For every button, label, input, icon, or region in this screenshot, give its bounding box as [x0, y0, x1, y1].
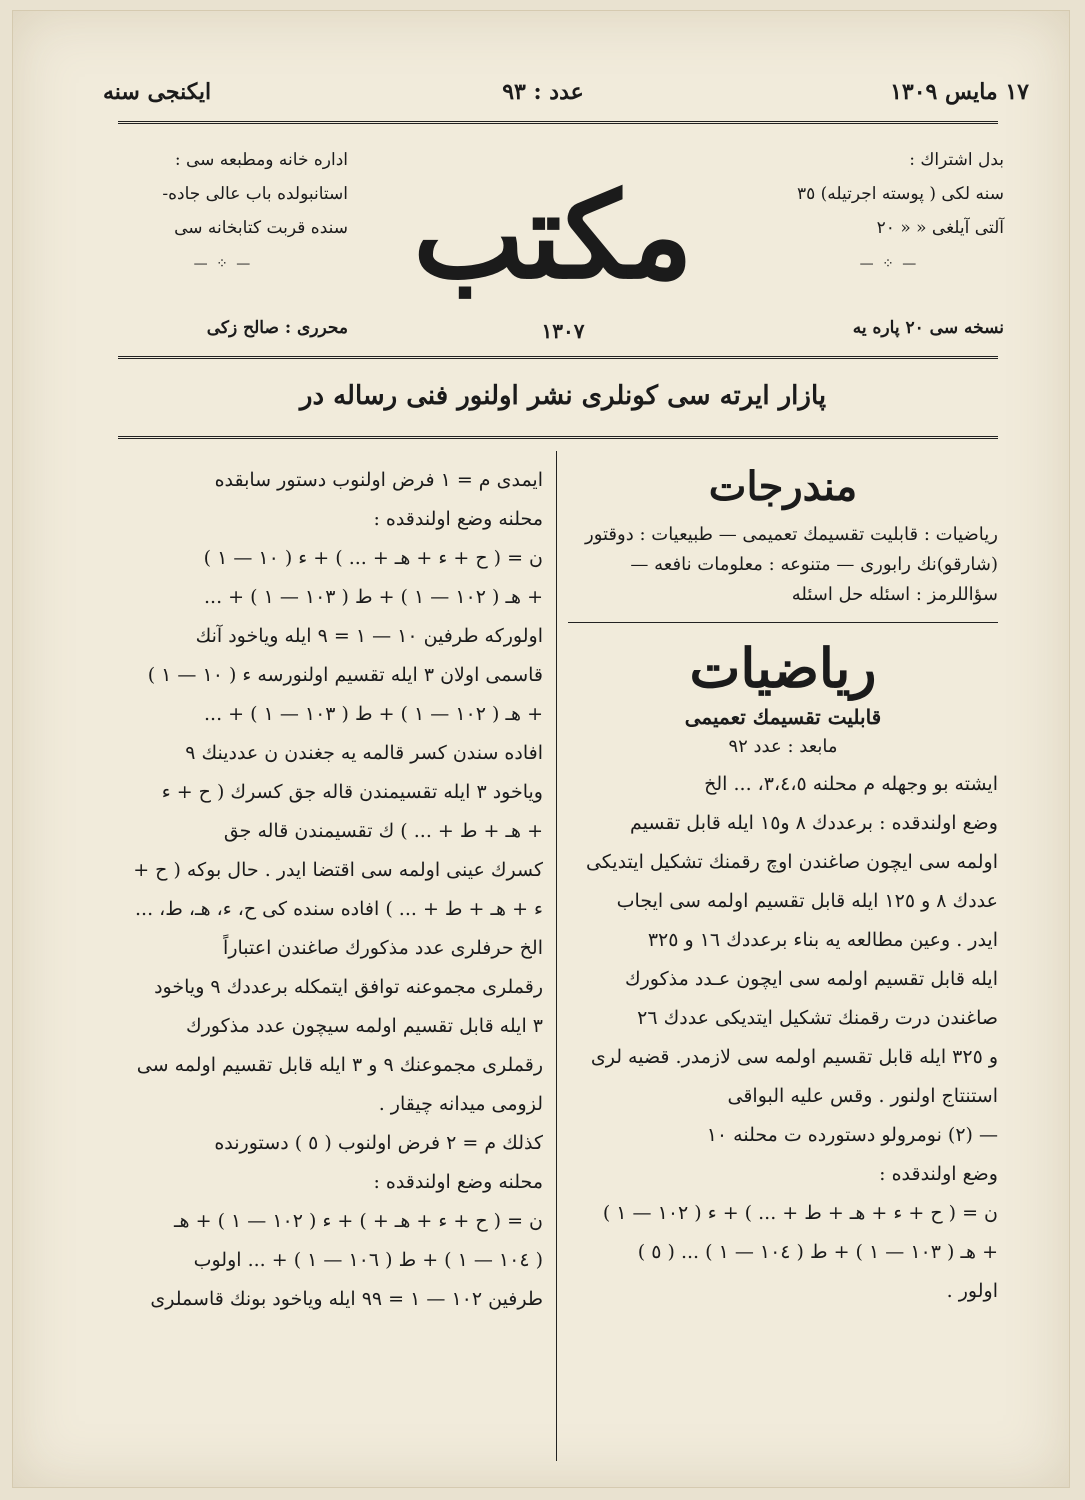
text-line: صاغندن درت رقمنك تشكيل ايتديكى عددك ٢٦: [637, 1007, 998, 1029]
formula-line: ن = ( ح + ء + هـ + ... ) + ء ( ١٠ — ١ ): [203, 547, 543, 569]
copy-price: نسخه سى ٢٠ پاره يه: [852, 318, 1004, 338]
formula-line: ن = ( ح + ء + هـ + ) + ء ( ١٠٢ — ١ ) + هـ: [173, 1210, 543, 1232]
contents-title: مندرجات: [708, 463, 858, 510]
contents-line: (شارقو)نك رابورى — متنوعه : معلومات نافعه —: [630, 554, 998, 575]
left-column: [118, 461, 543, 1319]
text-line: ايمدى م = ١ فرض اولنوب دستور سابقده: [214, 469, 543, 491]
text-line: و ٣٢٥ ايله قابل تقسيم اولمه سى لازمدر. قضيه لرى: [590, 1046, 998, 1068]
formula-line: + هـ ( ١٠٣ — ١ ) + ط ( ١٠٤ — ١ ) ... ( ٥ ): [637, 1241, 998, 1263]
office-title: اداره خانه ومطبعه سى :: [174, 150, 348, 170]
contents-list: [568, 520, 998, 610]
section-rule: [568, 622, 998, 623]
text-line: ايله قابل تقسيم اولمه سى ايچون عـدد مذكورك: [624, 968, 998, 990]
text-line: ء + هـ + ط + ... ) افاده سنده كى ح، ء، هـ، ط، ...: [134, 898, 543, 920]
masthead-rule: [118, 356, 998, 359]
ornament-divider: — ⁘ —: [193, 256, 253, 272]
text-line: ٣ ايله قابل تقسيم اولمه سيچون عدد مذكورك: [185, 1015, 543, 1037]
text-line: اولوركه طرفين ١٠ — ١ = ٩ ايله وياخود آنك: [195, 625, 543, 647]
text-line: لزومى ميدانه چيقار .: [378, 1093, 543, 1115]
office-address-1: استانبولده باب عالى جاده-: [162, 184, 348, 204]
top-rule: [118, 121, 998, 124]
text-line: وياخود ٣ ايله تقسيمندن قاله جق كسرك ( ح + ء: [161, 781, 543, 803]
subscription-annual: سنه لكى ( پوسته اجرتيله) ٣٥: [797, 184, 1004, 204]
text-line: اولمه سى ايچون صاغندن اوچ رقمنك تشكيل ايتديكى: [585, 851, 998, 873]
formula-line: + هـ ( ١٠٢ — ١ ) + ط ( ١٠٣ — ١ ) + ...: [203, 586, 543, 608]
text-line: كذلك م = ٢ فرض اولنوب ( ٥ ) دستورنده: [214, 1132, 543, 1154]
text-line: رقملرى مجموعنك ٩ و ٣ ايله قابل تقسيم اولمه سى: [136, 1054, 543, 1076]
subscription-title: بدل اشتراك :: [909, 150, 1004, 170]
formula-line: + هـ ( ١٠٢ — ١ ) + ط ( ١٠٣ — ١ ) + ...: [203, 703, 543, 725]
right-column: [568, 451, 998, 1311]
text-line: كسرك عينى اولمه سى اقتضا ايدر . حال بوكه ( ح +: [133, 859, 543, 881]
subscription-block: [774, 143, 1004, 245]
text-line: محلنه وضع اولندقده :: [373, 508, 543, 530]
text-line: طرفين ١٠٢ — ١ = ٩٩ ايله وياخود بونك قاسملرى: [150, 1288, 543, 1310]
continued-note: مابعد : عدد ٩٢: [728, 736, 838, 757]
formula-line: ( ١٠٤ — ١ ) + ط ( ١٠٦ — ١ ) + ... اولوب: [193, 1249, 543, 1271]
column-divider: [556, 451, 557, 1461]
text-line: عددك ٨ و ١٢٥ ايله قابل تقسيم اولمه سى ايجاب: [616, 890, 998, 912]
office-block: [108, 143, 348, 245]
contents-line: سؤاللرمز : اسئله حل اسئله: [791, 584, 998, 605]
text-line: ايدر . وعين مطالعه يه بناء برعددك ١٦ و ٣٢٥: [647, 929, 998, 951]
editor-name: محررى : صالح زكى: [206, 318, 348, 338]
masthead-title: مكتب: [413, 166, 693, 305]
office-address-2: سنده قربت كتابخانه سى: [174, 218, 348, 238]
section-subtitle: قابليت تقسيمك تعميمى: [684, 705, 882, 729]
issue-date: ١٧ مايس ١٣٠٩: [890, 79, 1029, 105]
subtitle-rule: [118, 436, 998, 439]
text-line: وضع اولندقده : برعددك ٨ و١٥ ايله قابل تقسيم: [630, 812, 998, 834]
publication-subtitle: پازار ايرته سى كونلرى نشر اولنور فنى رساله در: [299, 381, 827, 411]
text-line: اولور .: [946, 1280, 998, 1302]
year-label: ايكنجى سنه: [103, 79, 212, 105]
text-line: رقملرى مجموعنه توافق ايتمكله برعددك ٩ وياخود: [154, 976, 543, 998]
masthead-year: ١٣٠٧: [541, 319, 585, 343]
text-line: قاسمى اولان ٣ ايله تقسيم اولنورسه ء ( ١٠ — ١ ): [147, 664, 543, 686]
subscription-half-year: آلتى آيلغى « « ٢٠: [876, 218, 1004, 238]
text-line: افاده سندن كسر قالمه يه جغندن ن عددينك ٩: [185, 742, 543, 764]
text-line: الخ حرفلرى عدد مذكورك صاغندن اعتباراً: [223, 937, 543, 959]
text-line: محلنه وضع اولندقده :: [373, 1171, 543, 1193]
text-line: + هـ + ط + ... ) ك تقسيمندن قاله جق: [223, 820, 543, 842]
text-line: وضع اولندقده :: [879, 1163, 998, 1185]
text-line: ايشته بو وجهله م محلنه ٣،٤،٥، ... الخ: [704, 773, 998, 795]
ornament-divider: — ⁘ —: [859, 256, 919, 272]
text-line: استنتاج اولنور . وقس عليه البواقى: [727, 1085, 998, 1107]
contents-line: رياضيات : قابليت تقسيمك تعميمى — طبيعيات : دوقتور: [585, 524, 998, 545]
issue-number: عدد : ٩٣: [502, 79, 584, 105]
section-title: رياضيات: [689, 636, 877, 700]
text-line: — (٢) نومرولو دستورده ت محلنه ١٠: [706, 1124, 998, 1146]
formula-line: ن = ( ح + ء + هـ + ط + ... ) + ء ( ١٠٢ — ١ ): [602, 1202, 998, 1224]
newspaper-page: [12, 10, 1070, 1488]
